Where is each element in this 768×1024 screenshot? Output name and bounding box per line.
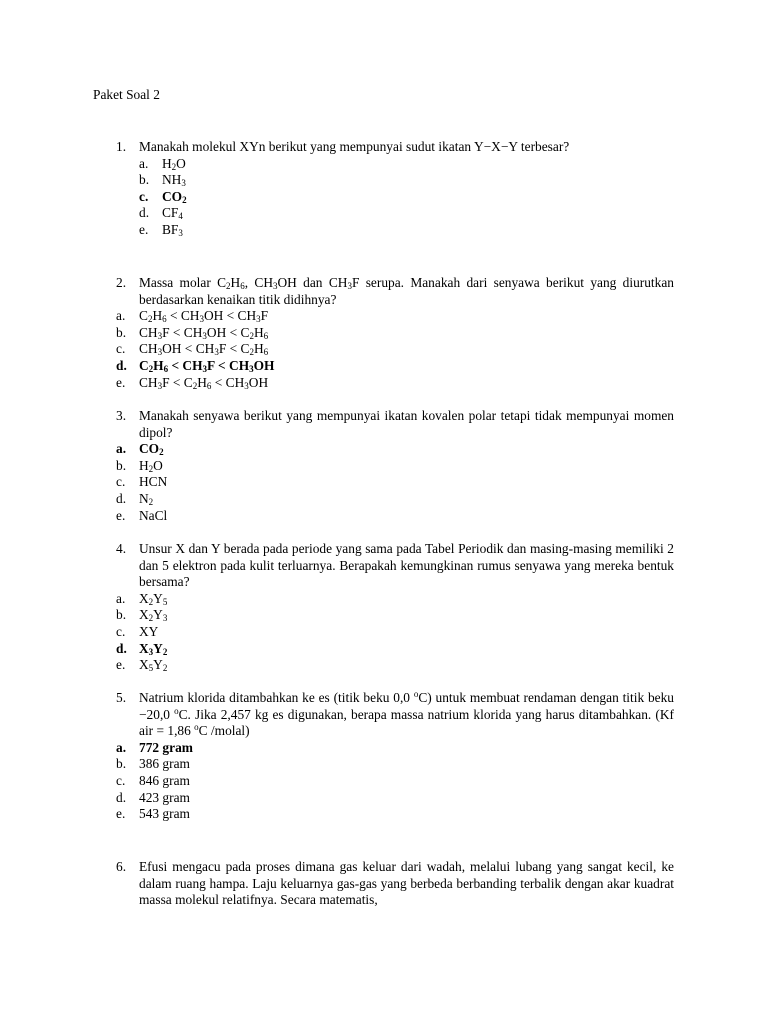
text-run: OH [253,357,275,373]
text-run: 386 gram [139,756,190,772]
subscript: 3 [214,347,219,358]
text-run: Y [153,590,163,606]
answer-option [116,740,674,757]
options-list [116,441,674,524]
option-text [139,375,268,392]
question-stem [116,541,674,591]
options-list [116,591,674,674]
text-run: OH dan CH [277,275,348,290]
answer-option [116,358,674,375]
subscript: 3 [157,347,163,358]
option-letter: d. [116,789,127,805]
question-stem [116,859,674,909]
text-run: 423 gram [139,789,190,805]
subscript: 2 [148,596,154,607]
option-letter: c. [116,341,126,357]
option-letter: d. [116,490,127,506]
answer-option [116,773,674,790]
text-run: H [139,457,149,473]
text-run: F < CH [162,324,203,340]
text-run: CH [139,341,158,357]
text-run: C [139,308,148,324]
option-letter: e. [116,507,126,523]
options-list [116,740,674,823]
question-stem [116,139,674,156]
text-run: C. Jika 2,457 kg es digunakan, berapa massa natrium klorida yang harus ditambahkan. (Kf air = 1,86 [139,706,674,739]
answer-option [139,172,674,189]
text-run: F < C [162,374,193,390]
page-title: Paket Soal 2 [93,87,160,102]
answer-option [116,790,674,807]
option-text [139,358,274,375]
answer-option [116,458,674,475]
option-text [162,156,186,173]
option-letter: c. [139,188,149,204]
subscript: 3 [347,281,352,291]
option-text [139,641,167,658]
answer-option [139,205,674,222]
option-text [162,222,183,239]
text-run: X [139,657,149,673]
subscript: 2 [249,330,254,341]
superscript: o [174,705,179,716]
text-run: BF [162,221,179,237]
answer-option [116,641,674,658]
text-run: CO [139,441,160,457]
text-run: H [162,155,172,171]
text-run: C /molal) [198,723,250,739]
superscript: o [413,689,419,699]
answer-option [116,607,674,624]
text-run: 772 gram [139,739,193,755]
subscript: 3 [202,330,207,341]
subscript: 2 [159,447,164,458]
subscript: 6 [263,330,269,341]
text-run: < CH [211,374,245,390]
question-number: 4. [116,541,127,556]
text-run: OH < CH [162,341,215,357]
question-4 [116,541,674,674]
option-letter: e. [116,657,126,673]
option-text [139,508,167,525]
text-run: OH [248,374,269,390]
text-run: HCN [139,474,168,490]
text-run: X [139,607,149,623]
answer-option [116,657,674,674]
option-letter: e. [116,806,126,822]
subscript: 2 [162,646,168,657]
option-letter: a. [116,739,127,755]
option-text [139,790,190,807]
option-text [139,458,163,475]
question-5 [116,690,674,823]
text-run: H [253,341,264,357]
answer-option [139,156,674,173]
subscript: 3 [181,178,186,189]
question-stem [116,275,674,308]
option-text [139,308,268,325]
text-run: C) untuk membuat rendaman dengan titik beku −20,0 [139,690,674,722]
subscript: 6 [263,347,269,358]
text-run: F < C [218,341,250,357]
option-letter: c. [116,623,126,639]
question-number: 1. [116,139,127,154]
text-run: 543 gram [139,806,190,822]
answer-option [116,591,674,608]
option-text [139,624,158,641]
option-letter: d. [139,205,150,221]
option-text [139,756,190,773]
option-letter: a. [139,155,149,171]
subscript: 3 [162,613,168,624]
subscript: 2 [148,496,154,507]
text-run: < CH [168,357,203,373]
option-text [139,591,167,608]
question-number: 5. [116,690,127,705]
subscript: 5 [148,663,154,674]
text-run: X [139,590,149,606]
option-letter: b. [116,607,127,623]
options-list [139,156,674,239]
question-1 [116,139,674,239]
option-letter: d. [116,357,127,373]
question-stem [116,690,674,740]
question-6 [116,859,674,909]
text-run: 846 gram [139,772,190,788]
text-run: O [176,155,186,171]
subscript: 3 [199,314,204,325]
option-text [139,441,164,458]
subscript: 4 [178,211,183,222]
question-text [139,690,674,740]
answer-option [116,508,674,525]
answer-option [116,325,674,342]
superscript: o [194,722,199,733]
text-run: NH [162,172,182,188]
option-letter: b. [116,457,127,473]
subscript: 3 [157,330,163,341]
option-letter: a. [116,441,127,457]
option-text [162,189,187,206]
text-run: H [153,357,164,373]
text-run: H [230,275,241,290]
subscript: 3 [157,380,163,391]
option-letter: e. [116,374,126,390]
option-letter: b. [116,756,127,772]
text-run: XY [139,623,159,639]
subscript: 2 [226,281,231,291]
text-run: H [253,324,264,340]
subscript: 3 [249,363,254,374]
answer-option [116,491,674,508]
question-number: 2. [116,275,127,290]
text-run: < CH [166,308,200,324]
options-list [116,308,674,391]
text-run: Y [153,607,163,623]
subscript: 3 [202,363,208,374]
question-stem [116,408,674,441]
text-run: , CH [244,275,273,290]
answer-option [116,474,674,491]
subscript: 2 [162,663,168,674]
text-run: CO [162,188,183,204]
option-letter: c. [116,772,126,788]
option-text [139,773,190,790]
text-run: CF [162,205,179,221]
question-text: Efusi mengacu pada proses dimana gas keluar dari wadah, melalui lubang yang sangat kecil, ke dalam ruang hampa. Laju keluarnya gas-gas yang berbeda berbanding terbalik dengan akar kuadrat massa molekul relatifnya. Secara matematis, [139,859,674,908]
text-run: N [139,490,149,506]
option-text [139,806,190,823]
text-run: F < CH [207,357,250,373]
subscript: 6 [163,363,169,374]
text-run: Massa molar C [139,275,227,290]
subscript: 3 [178,227,183,238]
question-number: 3. [116,408,127,423]
option-letter: d. [116,640,127,656]
option-letter: c. [116,474,126,490]
subscript: 2 [148,463,154,474]
option-letter: a. [116,590,126,606]
question-3 [116,408,674,524]
text-run: O [153,457,163,473]
text-run: F [260,308,269,324]
question-text: Unsur X dan Y berada pada periode yang sama pada Tabel Periodik dan masing-masing memiliki 2 dan 5 elektron pada kulit terluarnya. Berapakah kemungkinan rumus senyawa yang mereka bentuk bersama? [139,541,674,590]
option-text [139,740,193,757]
subscript: 2 [171,161,177,172]
option-text [139,491,153,508]
subscript: 6 [240,281,245,291]
text-run: H [197,374,207,390]
question-number: 6. [116,859,127,874]
subscript: 2 [249,347,254,358]
question-text [139,275,674,308]
subscript: 2 [192,380,198,391]
option-letter: e. [139,221,149,237]
option-letter: b. [116,324,127,340]
option-text [162,172,186,189]
answer-option [116,624,674,641]
question-text: Manakah senyawa berikut yang mempunyai ikatan kovalen polar tetapi tidak mempunyai momen dipol? [139,408,674,440]
text-run: X [139,640,149,656]
subscript: 2 [182,194,187,205]
text-run: H [152,308,163,324]
answer-option [116,756,674,773]
text-run: Y [153,640,163,656]
answer-option [116,441,674,458]
subscript: 3 [273,281,278,291]
answer-option [116,341,674,358]
option-letter: a. [116,308,126,324]
text-run: C [139,357,149,373]
subscript: 3 [148,646,154,657]
subscript: 3 [256,314,261,325]
subscript: 5 [162,596,168,607]
subscript: 3 [244,380,249,391]
text-run: NaCl [139,507,168,523]
answer-option [139,189,674,206]
question-text: Manakah molekul XYn berikut yang mempunyai sudut ikatan Y−X−Y terbesar? [139,139,570,154]
subscript: 2 [148,363,154,374]
answer-option [116,375,674,392]
text-run: Natrium klorida ditambahkan ke es (titik beku 0,0 [139,690,414,705]
option-text [139,474,167,491]
option-text [139,657,167,674]
answer-option [116,806,674,823]
text-run: F serupa. Manakah dari senyawa berikut yang diurutkan berdasarkan kenaikan titik didihnya? [139,275,674,307]
option-text [139,607,167,624]
option-text [139,341,268,358]
text-run: OH < CH [203,308,257,324]
option-letter: b. [139,172,150,188]
option-text [162,205,183,222]
answer-option [116,308,674,325]
question-2 [116,275,674,391]
subscript: 6 [206,380,212,391]
subscript: 2 [147,314,153,325]
answer-option [139,222,674,239]
subscript: 2 [148,613,154,624]
text-run: OH < C [206,324,250,340]
text-run: CH [139,374,158,390]
option-text [139,325,268,342]
subscript: 6 [162,314,167,325]
text-run: Y [153,657,163,673]
text-run: CH [139,324,158,340]
